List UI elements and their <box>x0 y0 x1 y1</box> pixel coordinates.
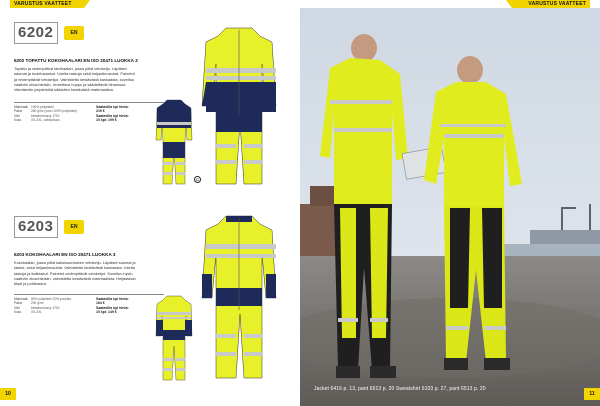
section-tab-left-corner <box>84 0 90 8</box>
product-description: Kokohaalari, jossa pitkä kaksisuuntainen vetoketju. Läpäiset saumat ja taskut, sekä heijastinnauhat. Valmistettu kestävästä kankaasta. Useita taskuja ja lisätaskut. Painetut vedenpitävät vetoketjut. Soveltuu hyvin vaativiin olosuhteisiin, valmistettu kestävästä materiaalista. Heijastavat teipit ja polvitaskut. <box>14 260 136 287</box>
spec-label: Materiaali <box>14 105 28 109</box>
product-specs <box>14 297 94 314</box>
spec-label: Väri <box>14 305 20 310</box>
product-code: 6203 <box>14 216 58 238</box>
product-specs <box>14 105 94 122</box>
spec-value: 80% polyesteri 20% puuvilla <box>31 297 71 301</box>
product-title: 6203 KOKOHAALARI EN ISO 20471 LUOKKA 3 <box>14 252 116 257</box>
coverall-front-large-2 <box>200 214 278 382</box>
product-description: Topattu ja vedenpitävä talvihaalari, jossa pitkä vetoketju. Läpäiset saumat ja tuuletusaukot. Useita taskuja sekä heijastinnauhat. Painetut ja vedenpitävät vetoketjut. Valmistettu kestävästä kankaasta, soveltuu vaativiin olosuhteisiin. Irrotettava huppu ja säädettävät hihansuut. Valmistettu ympäristöä säästäen kestävästä materiaalista. <box>14 66 135 93</box>
spec-value: XS-4XL, vakiopituus <box>31 117 60 122</box>
spec-label: Koko <box>14 309 22 314</box>
spec-label: Väri <box>14 113 20 118</box>
coverall-back-small-2 <box>155 294 193 382</box>
divider <box>14 102 164 103</box>
product-title: 6202 TOPATTU KOKOHAALARI EN ISO 20471 LUOKKA 3 <box>14 58 138 63</box>
price-value: 164 € <box>96 301 105 306</box>
price-value: 10 kpl: 149 € <box>96 310 117 315</box>
page-number-right: 11 <box>584 388 600 400</box>
spec-value: keltainen/navy 1700 <box>31 113 60 118</box>
section-tab-right: VARUSTUS VAATTEET <box>512 0 590 8</box>
price-label: Saatavilla kpl hinta: <box>96 113 129 118</box>
spec-label: Materiaali <box>14 297 28 301</box>
price-value: 219 € <box>96 109 105 114</box>
page-number-left: 10 <box>0 388 16 400</box>
spec-value: keltainen/navy 1700 <box>31 305 60 310</box>
spec-row <box>14 310 94 314</box>
en-certification-badge: EN <box>64 26 84 40</box>
hero-photo <box>300 8 600 406</box>
spec-row <box>14 118 94 122</box>
spec-label: Paino <box>14 301 23 306</box>
section-tab-left: VARUSTUS VAATTEET <box>10 0 84 8</box>
spec-label: Koko <box>14 117 22 122</box>
spec-value: 290 g/m² <box>31 301 44 306</box>
price-info <box>96 297 152 315</box>
price-value: 10 kpl: 199 € <box>96 118 117 123</box>
workers-photo-illustration <box>300 8 600 406</box>
en-certification-badge: EN <box>64 220 84 234</box>
price-label: Saatavilla kpl hinta: <box>96 105 129 109</box>
price-info <box>96 105 152 123</box>
product-code: 6202 <box>14 22 58 44</box>
price-label: Saatavilla kpl hinta: <box>96 297 129 301</box>
coverall-front-large <box>200 26 278 188</box>
spec-label: Paino <box>14 109 23 114</box>
photo-caption: Jacket 6416 p. 13, pant 6513 p. 20 Sweatshirt 6103 p. 27, pant 6513 p. 20 <box>314 386 486 392</box>
divider <box>14 294 164 295</box>
spec-value: 100% polyesteri <box>31 105 54 109</box>
certification-icon: C <box>194 176 201 183</box>
spec-value: XS-4XL <box>31 309 42 314</box>
coverall-back-small <box>155 98 193 186</box>
price-label: Saatavilla kpl hinta: <box>96 305 129 310</box>
spec-value: 260 g/m² (vuori 100% polyesteri) <box>31 109 78 114</box>
